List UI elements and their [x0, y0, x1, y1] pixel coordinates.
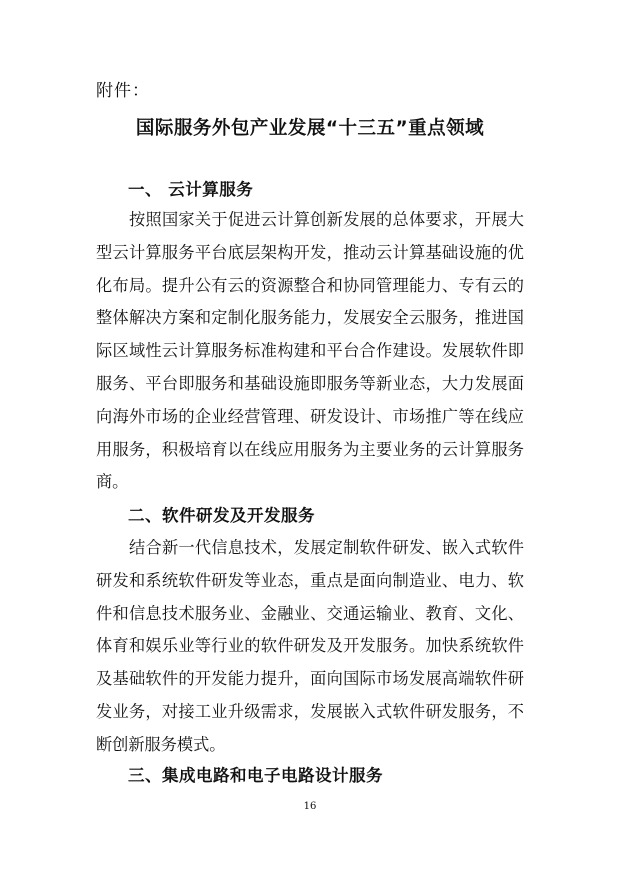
paragraph-line: 件和信息技术服务业、金融业、交通运输业、教育、文化、: [96, 603, 524, 623]
paragraph-line: 发业务，对接工业升级需求，发展嵌入式软件研发服务，不: [96, 701, 524, 721]
section-heading-software-development: 二、软件研发及开发服务: [128, 506, 315, 525]
section-paragraph-cloud-computing: [96, 204, 524, 499]
document-title: 国际服务外包产业发展“十三五”重点领域: [135, 118, 485, 139]
paragraph-line: 型云计算服务平台底层架构开发，推动云计算基础设施的优: [96, 242, 524, 262]
section-heading-ic-design: 三、集成电路和电子电路设计服务: [128, 766, 383, 785]
section-heading-cloud-computing: 一、 云计算服务: [128, 180, 254, 199]
paragraph-line: 服务、平台即服务和基础设施即服务等新业态，大力发展面: [96, 373, 524, 393]
paragraph-line: 及基础软件的开发能力提升，面向国际市场发展高端软件研: [96, 669, 524, 689]
paragraph-line: 商。: [96, 472, 129, 492]
paragraph-line: 用服务，积极培育以在线应用服务为主要业务的云计算服务: [96, 439, 524, 459]
paragraph-line: 结合新一代信息技术，发展定制软件研发、嵌入式软件: [129, 538, 524, 557]
section-paragraph-software-development: [96, 532, 524, 762]
paragraph-line: 断创新服务模式。: [96, 734, 226, 754]
paragraph-line: 际区域性云计算服务标准构建和平台合作建设。发展软件即: [96, 341, 524, 361]
paragraph-line: 研发和系统软件研发等业态，重点是面向制造业、电力、软: [96, 570, 524, 590]
attachment-label: 附件：: [96, 81, 150, 101]
page-number: 16: [303, 801, 317, 812]
paragraph-line: 体育和娱乐业等行业的软件研发及开发服务。加快系统软件: [96, 636, 524, 656]
paragraph-line: 整体解决方案和定制化服务能力，发展安全云服务，推进国: [96, 308, 524, 328]
paragraph-line: 向海外市场的企业经营管理、研发设计、市场推广等在线应: [96, 406, 524, 426]
paragraph-line: 化布局。提升公有云的资源整合和协同管理能力、专有云的: [96, 275, 524, 295]
paragraph-line: 按照国家关于促进云计算创新发展的总体要求，开展大: [129, 210, 524, 229]
